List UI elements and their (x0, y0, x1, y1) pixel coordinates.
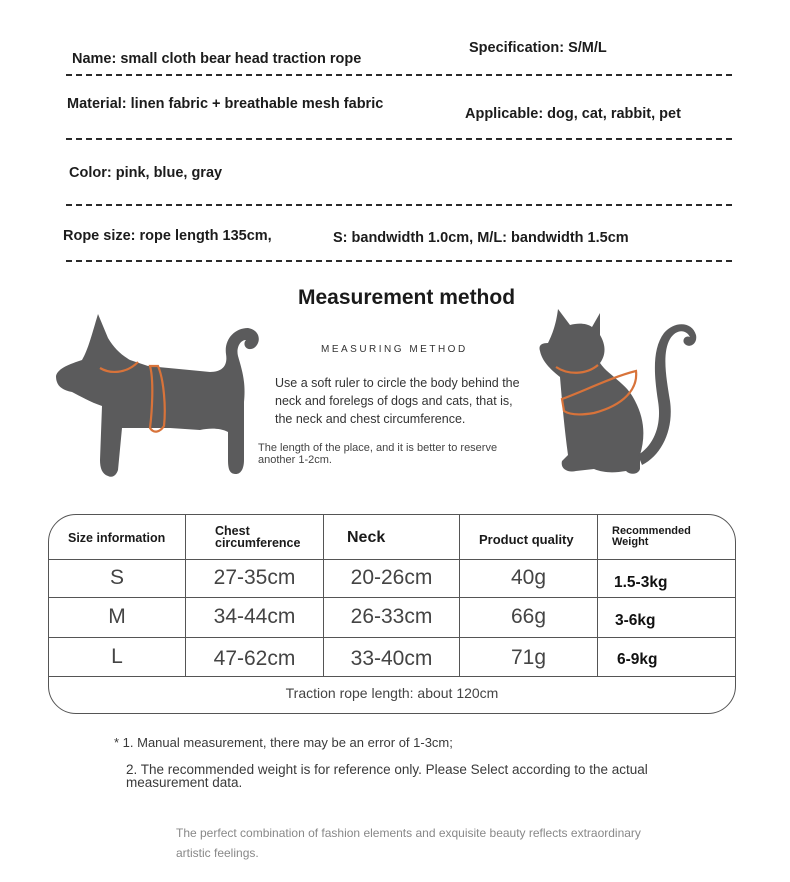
table-cell-quality: 71g (510, 646, 547, 669)
traction-rope-length: Traction rope length: about 120cm (285, 685, 499, 701)
divider (66, 204, 732, 206)
table-cell-size: S (109, 566, 124, 589)
header-chest-circumference: Chest circumference (215, 524, 301, 550)
divider (66, 138, 732, 140)
measurement-reserve-note: The length of the place, and it is better to reserve another 1-2cm. (258, 442, 498, 466)
size-table (48, 514, 736, 714)
table-cell-quality: 40g (510, 566, 547, 589)
table-cell-weight: 3-6kg (615, 612, 656, 629)
table-cell-neck: 33-40cm (350, 647, 433, 670)
product-material: Material: linen fabric + breathable mesh fabric (67, 96, 384, 112)
table-cell-neck: 20-26cm (350, 566, 433, 589)
table-cell-neck: 26-33cm (350, 605, 433, 628)
divider (66, 260, 732, 262)
measurement-description: Use a soft ruler to circle the body behind the neck and forelegs of dogs and cats, that is, the neck and chest circumference. (275, 376, 520, 426)
table-cell-weight: 1.5-3kg (614, 574, 668, 591)
product-specification: Specification: S/M/L (469, 40, 607, 56)
header-size-information: Size information (68, 531, 166, 545)
table-cell-quality: 66g (510, 605, 547, 628)
table-cell-size: L (111, 645, 123, 668)
row-divider (49, 597, 735, 598)
product-applicable: Applicable: dog, cat, rabbit, pet (465, 106, 681, 122)
column-divider (597, 515, 598, 676)
divider (66, 74, 732, 76)
row-divider (49, 559, 735, 560)
table-cell-size: M (108, 605, 126, 628)
note-recommended-weight: 2. The recommended weight is for reference only. Please Select according to the actual measurement data. (126, 762, 648, 790)
product-color: Color: pink, blue, gray (69, 165, 223, 181)
measurement-subtitle: MEASURING METHOD (321, 344, 468, 355)
header-product-quality: Product quality (479, 532, 574, 547)
footer-tagline: The perfect combination of fashion elements and exquisite beauty reflects extraordinary artistic feelings. (176, 826, 641, 860)
product-bandwidth: S: bandwidth 1.0cm, M/L: bandwidth 1.5cm (333, 230, 629, 246)
cat-silhouette-icon (534, 305, 704, 480)
table-cell-weight: 6-9kg (617, 651, 658, 668)
product-name: Name: small cloth bear head traction rope (72, 51, 362, 67)
row-divider (49, 676, 735, 677)
table-cell-chest: 34-44cm (213, 605, 296, 628)
header-recommended-weight: Recommended Weight (612, 525, 691, 548)
table-cell-chest: 47-62cm (213, 647, 296, 670)
product-rope-size: Rope size: rope length 135cm, (63, 228, 272, 244)
header-neck: Neck (347, 529, 386, 546)
row-divider (49, 637, 735, 638)
table-cell-chest: 27-35cm (213, 566, 296, 589)
measurement-title: Measurement method (298, 286, 516, 309)
note-manual-measurement: * 1. Manual measurement, there may be an error of 1-3cm; (114, 735, 453, 750)
dog-silhouette-icon (50, 310, 265, 482)
